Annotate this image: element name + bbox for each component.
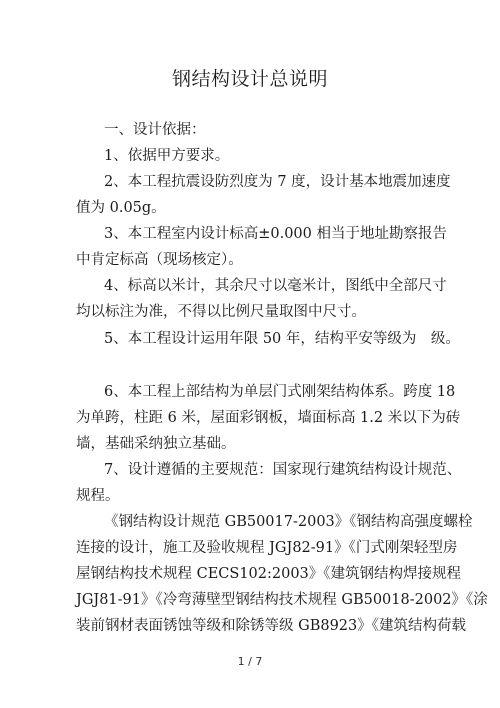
page-number: 1 / 7: [237, 655, 263, 668]
text-line: 屋钢结构技术规程 CECS102:2003》《建筑钢结构焊接规程: [76, 566, 462, 582]
text-line: 4、标高以米计，其余尺寸以毫米计，图纸中全部尺寸: [104, 278, 447, 294]
text-line: 1、依据甲方要求。: [104, 148, 230, 164]
text-line: 7、设计遵循的主要规范：国家现行建筑结构设计规范、: [104, 462, 462, 478]
text-line: 装前钢材表面锈蚀等级和除锈等级 GB8923》《建筑结构荷载: [76, 618, 466, 634]
text-line: 5、本工程设计运用年限 50 年，结构平安等级为 级。: [104, 331, 460, 347]
text-line: 连接的设计，施工及验收规程 JGJ82-91》《门式刚架轻型房: [76, 540, 458, 556]
text-line: 为单跨，柱距 6 米，屋面彩钢板，墙面标高 1.2 米以下为砖: [76, 410, 461, 426]
document-title: 钢结构设计总说明: [171, 68, 328, 90]
text-line: 2、本工程抗震设防烈度为 7 度，设计基本地震加速度: [104, 174, 451, 190]
text-line: 墙，基础采纳独立基础。: [76, 436, 236, 452]
text-line: JGJ81-91》《冷弯薄壁型钢结构技术规程 GB50018-2002》《涂: [76, 592, 488, 608]
text-line: 均以标注为准，不得以比例尺量取图中尺寸。: [76, 304, 366, 320]
text-line: 中肯定标高（现场核定）。: [76, 252, 243, 268]
text-line: 规程。: [76, 488, 120, 504]
text-line: 值为 0.05g。: [76, 200, 166, 216]
text-line: 《钢结构设计规范 GB50017-2003》《钢结构高强度螺栓: [104, 514, 473, 530]
section-heading: 一、设计依据：: [104, 122, 206, 138]
text-line: 3、本工程室内设计标高±0.000 相当于地址勘察报告: [104, 226, 447, 242]
text-line: 6、本工程上部结构为单层门式刚架结构体系。跨度 18: [104, 384, 456, 400]
